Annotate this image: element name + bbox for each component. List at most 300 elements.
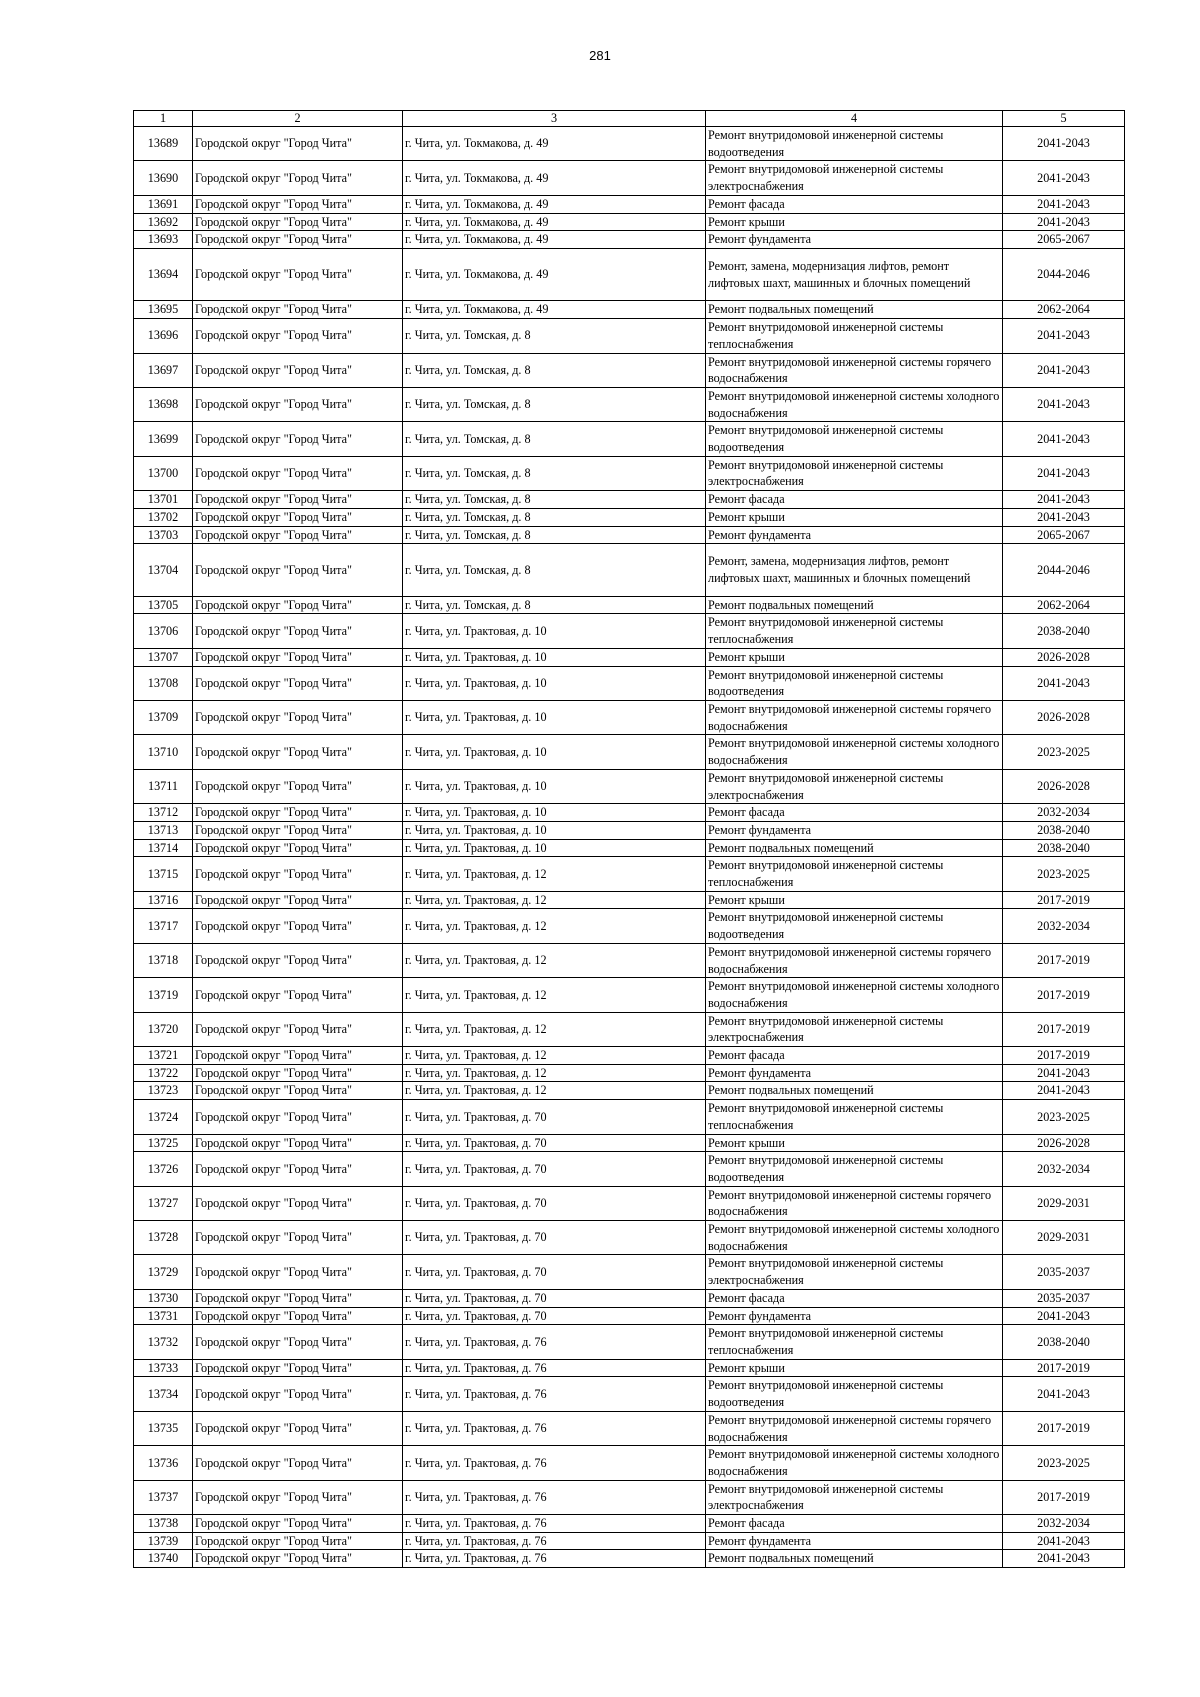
period-cell: 2041-2043 xyxy=(1003,1307,1125,1325)
work-type-cell: Ремонт внутридомовой инженерной системы электроснабжения xyxy=(706,1012,1003,1046)
address-cell: г. Чита, ул. Трактовая, д. 70 xyxy=(403,1221,706,1255)
row-number-cell: 13715 xyxy=(134,857,193,891)
period-cell: 2041-2043 xyxy=(1003,1550,1125,1568)
row-number-cell: 13692 xyxy=(134,213,193,231)
address-cell: г. Чита, ул. Трактовая, д. 70 xyxy=(403,1100,706,1134)
municipality-cell: Городской округ "Город Чита" xyxy=(193,804,403,822)
row-number-cell: 13704 xyxy=(134,544,193,597)
period-cell: 2041-2043 xyxy=(1003,353,1125,387)
work-type-cell: Ремонт внутридомовой инженерной системы теплоснабжения xyxy=(706,1100,1003,1134)
work-type-cell: Ремонт внутридомовой инженерной системы горячего водоснабжения xyxy=(706,353,1003,387)
row-number-cell: 13695 xyxy=(134,301,193,319)
period-cell: 2035-2037 xyxy=(1003,1255,1125,1289)
period-cell: 2026-2028 xyxy=(1003,769,1125,803)
period-cell: 2041-2043 xyxy=(1003,491,1125,509)
header-row xyxy=(134,111,1125,127)
table-row xyxy=(134,596,1125,614)
row-number-cell: 13739 xyxy=(134,1532,193,1550)
address-cell: г. Чита, ул. Трактовая, д. 12 xyxy=(403,909,706,943)
row-number-cell: 13727 xyxy=(134,1186,193,1220)
period-cell: 2038-2040 xyxy=(1003,821,1125,839)
municipality-cell: Городской округ "Город Чита" xyxy=(193,769,403,803)
address-cell: г. Чита, ул. Трактовая, д. 12 xyxy=(403,978,706,1012)
table-row xyxy=(134,387,1125,421)
period-cell: 2017-2019 xyxy=(1003,1411,1125,1445)
period-cell: 2032-2034 xyxy=(1003,1515,1125,1533)
municipality-cell: Городской округ "Город Чита" xyxy=(193,839,403,857)
address-cell: г. Чита, ул. Трактовая, д. 10 xyxy=(403,769,706,803)
work-type-cell: Ремонт внутридомовой инженерной системы горячего водоснабжения xyxy=(706,700,1003,734)
work-type-cell: Ремонт подвальных помещений xyxy=(706,301,1003,319)
period-cell: 2017-2019 xyxy=(1003,1480,1125,1514)
work-type-cell: Ремонт внутридомовой инженерной системы водоотведения xyxy=(706,666,1003,700)
municipality-cell: Городской округ "Город Чита" xyxy=(193,1064,403,1082)
municipality-cell: Городской округ "Город Чита" xyxy=(193,735,403,769)
table-row xyxy=(134,1411,1125,1445)
row-number-cell: 13740 xyxy=(134,1550,193,1568)
row-number-cell: 13725 xyxy=(134,1134,193,1152)
row-number-cell: 13723 xyxy=(134,1082,193,1100)
address-cell: г. Чита, ул. Токмакова, д. 49 xyxy=(403,195,706,213)
address-cell: г. Чита, ул. Трактовая, д. 76 xyxy=(403,1446,706,1480)
work-type-cell: Ремонт фасада xyxy=(706,1289,1003,1307)
address-cell: г. Чита, ул. Томская, д. 8 xyxy=(403,491,706,509)
municipality-cell: Городской округ "Город Чита" xyxy=(193,1152,403,1186)
table-row xyxy=(134,1359,1125,1377)
municipality-cell: Городской округ "Город Чита" xyxy=(193,1082,403,1100)
work-type-cell: Ремонт внутридомовой инженерной системы холодного водоснабжения xyxy=(706,387,1003,421)
municipality-cell: Городской округ "Город Чита" xyxy=(193,1134,403,1152)
address-cell: г. Чита, ул. Томская, д. 8 xyxy=(403,387,706,421)
table-row xyxy=(134,1064,1125,1082)
row-number-cell: 13697 xyxy=(134,353,193,387)
period-cell: 2032-2034 xyxy=(1003,909,1125,943)
table-row xyxy=(134,857,1125,891)
address-cell: г. Чита, ул. Токмакова, д. 49 xyxy=(403,127,706,161)
municipality-cell: Городской округ "Город Чита" xyxy=(193,1377,403,1411)
row-number-cell: 13722 xyxy=(134,1064,193,1082)
row-number-cell: 13689 xyxy=(134,127,193,161)
address-cell: г. Чита, ул. Трактовая, д. 10 xyxy=(403,666,706,700)
address-cell: г. Чита, ул. Токмакова, д. 49 xyxy=(403,301,706,319)
period-cell: 2062-2064 xyxy=(1003,596,1125,614)
table-row xyxy=(134,319,1125,353)
municipality-cell: Городской округ "Город Чита" xyxy=(193,1480,403,1514)
municipality-cell: Городской округ "Город Чита" xyxy=(193,127,403,161)
row-number-cell: 13737 xyxy=(134,1480,193,1514)
municipality-cell: Городской округ "Город Чита" xyxy=(193,1186,403,1220)
work-type-cell: Ремонт внутридомовой инженерной системы водоотведения xyxy=(706,909,1003,943)
table-row xyxy=(134,491,1125,509)
header-cell-1: 1 xyxy=(134,111,193,127)
municipality-cell: Городской округ "Город Чита" xyxy=(193,248,403,301)
table-row xyxy=(134,648,1125,666)
work-type-cell: Ремонт фундамента xyxy=(706,1064,1003,1082)
row-number-cell: 13734 xyxy=(134,1377,193,1411)
address-cell: г. Чита, ул. Токмакова, д. 49 xyxy=(403,248,706,301)
table-row xyxy=(134,700,1125,734)
municipality-cell: Городской округ "Город Чита" xyxy=(193,1359,403,1377)
row-number-cell: 13699 xyxy=(134,422,193,456)
period-cell: 2041-2043 xyxy=(1003,213,1125,231)
row-number-cell: 13698 xyxy=(134,387,193,421)
address-cell: г. Чита, ул. Томская, д. 8 xyxy=(403,526,706,544)
municipality-cell: Городской округ "Город Чита" xyxy=(193,1047,403,1065)
address-cell: г. Чита, ул. Трактовая, д. 12 xyxy=(403,1064,706,1082)
row-number-cell: 13716 xyxy=(134,891,193,909)
table-row xyxy=(134,301,1125,319)
table-row xyxy=(134,1550,1125,1568)
period-cell: 2041-2043 xyxy=(1003,127,1125,161)
period-cell: 2041-2043 xyxy=(1003,161,1125,195)
municipality-cell: Городской округ "Город Чита" xyxy=(193,891,403,909)
work-type-cell: Ремонт крыши xyxy=(706,648,1003,666)
municipality-cell: Городской округ "Город Чита" xyxy=(193,1289,403,1307)
period-cell: 2026-2028 xyxy=(1003,648,1125,666)
address-cell: г. Чита, ул. Томская, д. 8 xyxy=(403,353,706,387)
row-number-cell: 13720 xyxy=(134,1012,193,1046)
table-row xyxy=(134,735,1125,769)
row-number-cell: 13717 xyxy=(134,909,193,943)
municipality-cell: Городской округ "Город Чита" xyxy=(193,231,403,249)
work-type-cell: Ремонт внутридомовой инженерной системы теплоснабжения xyxy=(706,614,1003,648)
period-cell: 2026-2028 xyxy=(1003,1134,1125,1152)
row-number-cell: 13693 xyxy=(134,231,193,249)
table-row xyxy=(134,1377,1125,1411)
work-type-cell: Ремонт фасада xyxy=(706,195,1003,213)
municipality-cell: Городской округ "Город Чита" xyxy=(193,943,403,977)
table-row xyxy=(134,769,1125,803)
address-cell: г. Чита, ул. Томская, д. 8 xyxy=(403,508,706,526)
table-row xyxy=(134,1532,1125,1550)
table-row xyxy=(134,195,1125,213)
address-cell: г. Чита, ул. Трактовая, д. 76 xyxy=(403,1550,706,1568)
address-cell: г. Чита, ул. Трактовая, д. 12 xyxy=(403,891,706,909)
row-number-cell: 13736 xyxy=(134,1446,193,1480)
municipality-cell: Городской округ "Город Чита" xyxy=(193,909,403,943)
table-row xyxy=(134,508,1125,526)
period-cell: 2026-2028 xyxy=(1003,700,1125,734)
header-cell-5: 5 xyxy=(1003,111,1125,127)
period-cell: 2065-2067 xyxy=(1003,526,1125,544)
municipality-cell: Городской округ "Город Чита" xyxy=(193,1411,403,1445)
table-row xyxy=(134,1221,1125,1255)
address-cell: г. Чита, ул. Токмакова, д. 49 xyxy=(403,213,706,231)
work-type-cell: Ремонт крыши xyxy=(706,508,1003,526)
address-cell: г. Чита, ул. Трактовая, д. 76 xyxy=(403,1532,706,1550)
address-cell: г. Чита, ул. Томская, д. 8 xyxy=(403,422,706,456)
municipality-cell: Городской округ "Город Чита" xyxy=(193,544,403,597)
table-row xyxy=(134,248,1125,301)
work-type-cell: Ремонт внутридомовой инженерной системы водоотведения xyxy=(706,1377,1003,1411)
table-row xyxy=(134,1012,1125,1046)
address-cell: г. Чита, ул. Трактовая, д. 70 xyxy=(403,1134,706,1152)
table-row xyxy=(134,1446,1125,1480)
page-number: 281 xyxy=(589,48,611,63)
repair-schedule-table xyxy=(133,110,1125,1568)
address-cell: г. Чита, ул. Трактовая, д. 76 xyxy=(403,1515,706,1533)
table-row xyxy=(134,839,1125,857)
work-type-cell: Ремонт, замена, модернизация лифтов, ремонт лифтовых шахт, машинных и блочных помещений xyxy=(706,248,1003,301)
address-cell: г. Чита, ул. Трактовая, д. 76 xyxy=(403,1411,706,1445)
address-cell: г. Чита, ул. Трактовая, д. 10 xyxy=(403,821,706,839)
period-cell: 2017-2019 xyxy=(1003,1047,1125,1065)
table-row xyxy=(134,1186,1125,1220)
header-cell-3: 3 xyxy=(403,111,706,127)
row-number-cell: 13721 xyxy=(134,1047,193,1065)
period-cell: 2041-2043 xyxy=(1003,422,1125,456)
work-type-cell: Ремонт внутридомовой инженерной системы теплоснабжения xyxy=(706,857,1003,891)
period-cell: 2023-2025 xyxy=(1003,857,1125,891)
address-cell: г. Чита, ул. Трактовая, д. 70 xyxy=(403,1186,706,1220)
row-number-cell: 13700 xyxy=(134,456,193,490)
row-number-cell: 13710 xyxy=(134,735,193,769)
address-cell: г. Чита, ул. Трактовая, д. 70 xyxy=(403,1152,706,1186)
address-cell: г. Чита, ул. Трактовая, д. 12 xyxy=(403,1012,706,1046)
period-cell: 2044-2046 xyxy=(1003,248,1125,301)
period-cell: 2023-2025 xyxy=(1003,1100,1125,1134)
work-type-cell: Ремонт внутридомовой инженерной системы водоотведения xyxy=(706,422,1003,456)
municipality-cell: Городской округ "Город Чита" xyxy=(193,1255,403,1289)
municipality-cell: Городской округ "Город Чита" xyxy=(193,1550,403,1568)
address-cell: г. Чита, ул. Трактовая, д. 76 xyxy=(403,1480,706,1514)
table-row xyxy=(134,909,1125,943)
municipality-cell: Городской округ "Город Чита" xyxy=(193,1532,403,1550)
work-type-cell: Ремонт внутридомовой инженерной системы электроснабжения xyxy=(706,161,1003,195)
row-number-cell: 13705 xyxy=(134,596,193,614)
work-type-cell: Ремонт крыши xyxy=(706,213,1003,231)
work-type-cell: Ремонт фасада xyxy=(706,1047,1003,1065)
address-cell: г. Чита, ул. Трактовая, д. 10 xyxy=(403,735,706,769)
period-cell: 2041-2043 xyxy=(1003,319,1125,353)
work-type-cell: Ремонт внутридомовой инженерной системы водоотведения xyxy=(706,1152,1003,1186)
municipality-cell: Городской округ "Город Чита" xyxy=(193,1307,403,1325)
table-row xyxy=(134,891,1125,909)
address-cell: г. Чита, ул. Трактовая, д. 10 xyxy=(403,648,706,666)
period-cell: 2062-2064 xyxy=(1003,301,1125,319)
table-row xyxy=(134,1325,1125,1359)
row-number-cell: 13735 xyxy=(134,1411,193,1445)
municipality-cell: Городской округ "Город Чита" xyxy=(193,700,403,734)
period-cell: 2041-2043 xyxy=(1003,666,1125,700)
row-number-cell: 13706 xyxy=(134,614,193,648)
municipality-cell: Городской округ "Город Чита" xyxy=(193,508,403,526)
row-number-cell: 13714 xyxy=(134,839,193,857)
address-cell: г. Чита, ул. Токмакова, д. 49 xyxy=(403,161,706,195)
work-type-cell: Ремонт внутридомовой инженерной системы водоотведения xyxy=(706,127,1003,161)
row-number-cell: 13732 xyxy=(134,1325,193,1359)
period-cell: 2038-2040 xyxy=(1003,1325,1125,1359)
work-type-cell: Ремонт внутридомовой инженерной системы теплоснабжения xyxy=(706,319,1003,353)
work-type-cell: Ремонт фундамента xyxy=(706,1532,1003,1550)
work-type-cell: Ремонт внутридомовой инженерной системы электроснабжения xyxy=(706,1255,1003,1289)
period-cell: 2041-2043 xyxy=(1003,387,1125,421)
table-row xyxy=(134,1289,1125,1307)
table-row xyxy=(134,1515,1125,1533)
period-cell: 2041-2043 xyxy=(1003,456,1125,490)
row-number-cell: 13726 xyxy=(134,1152,193,1186)
row-number-cell: 13703 xyxy=(134,526,193,544)
municipality-cell: Городской округ "Город Чита" xyxy=(193,821,403,839)
table-row xyxy=(134,544,1125,597)
address-cell: г. Чита, ул. Трактовая, д. 76 xyxy=(403,1377,706,1411)
row-number-cell: 13694 xyxy=(134,248,193,301)
row-number-cell: 13713 xyxy=(134,821,193,839)
municipality-cell: Городской округ "Город Чита" xyxy=(193,491,403,509)
work-type-cell: Ремонт внутридомовой инженерной системы горячего водоснабжения xyxy=(706,1411,1003,1445)
table-row xyxy=(134,1082,1125,1100)
period-cell: 2017-2019 xyxy=(1003,943,1125,977)
municipality-cell: Городской округ "Город Чита" xyxy=(193,666,403,700)
work-type-cell: Ремонт фасада xyxy=(706,804,1003,822)
work-type-cell: Ремонт фасада xyxy=(706,1515,1003,1533)
period-cell: 2017-2019 xyxy=(1003,1012,1125,1046)
row-number-cell: 13702 xyxy=(134,508,193,526)
period-cell: 2044-2046 xyxy=(1003,544,1125,597)
row-number-cell: 13691 xyxy=(134,195,193,213)
work-type-cell: Ремонт фундамента xyxy=(706,1307,1003,1325)
table-row xyxy=(134,1307,1125,1325)
period-cell: 2038-2040 xyxy=(1003,839,1125,857)
work-type-cell: Ремонт внутридомовой инженерной системы холодного водоснабжения xyxy=(706,735,1003,769)
address-cell: г. Чита, ул. Томская, д. 8 xyxy=(403,319,706,353)
address-cell: г. Чита, ул. Трактовая, д. 12 xyxy=(403,943,706,977)
row-number-cell: 13719 xyxy=(134,978,193,1012)
period-cell: 2065-2067 xyxy=(1003,231,1125,249)
work-type-cell: Ремонт фундамента xyxy=(706,821,1003,839)
table-row xyxy=(134,804,1125,822)
row-number-cell: 13707 xyxy=(134,648,193,666)
row-number-cell: 13708 xyxy=(134,666,193,700)
municipality-cell: Городской округ "Город Чита" xyxy=(193,1012,403,1046)
work-type-cell: Ремонт крыши xyxy=(706,1359,1003,1377)
municipality-cell: Городской округ "Город Чита" xyxy=(193,978,403,1012)
table-row xyxy=(134,1047,1125,1065)
table-row xyxy=(134,666,1125,700)
address-cell: г. Чита, ул. Трактовая, д. 10 xyxy=(403,839,706,857)
address-cell: г. Чита, ул. Трактовая, д. 10 xyxy=(403,804,706,822)
work-type-cell: Ремонт подвальных помещений xyxy=(706,596,1003,614)
period-cell: 2032-2034 xyxy=(1003,804,1125,822)
address-cell: г. Чита, ул. Трактовая, д. 12 xyxy=(403,1047,706,1065)
municipality-cell: Городской округ "Город Чита" xyxy=(193,857,403,891)
row-number-cell: 13696 xyxy=(134,319,193,353)
table-row xyxy=(134,943,1125,977)
work-type-cell: Ремонт внутридомовой инженерной системы горячего водоснабжения xyxy=(706,1186,1003,1220)
row-number-cell: 13712 xyxy=(134,804,193,822)
period-cell: 2029-2031 xyxy=(1003,1186,1125,1220)
municipality-cell: Городской округ "Город Чита" xyxy=(193,353,403,387)
row-number-cell: 13718 xyxy=(134,943,193,977)
table-body xyxy=(134,127,1125,1568)
municipality-cell: Городской округ "Город Чита" xyxy=(193,1100,403,1134)
address-cell: г. Чита, ул. Трактовая, д. 70 xyxy=(403,1255,706,1289)
work-type-cell: Ремонт внутридомовой инженерной системы электроснабжения xyxy=(706,456,1003,490)
period-cell: 2029-2031 xyxy=(1003,1221,1125,1255)
work-type-cell: Ремонт внутридомовой инженерной системы электроснабжения xyxy=(706,1480,1003,1514)
work-type-cell: Ремонт подвальных помещений xyxy=(706,839,1003,857)
row-number-cell: 13728 xyxy=(134,1221,193,1255)
row-number-cell: 13690 xyxy=(134,161,193,195)
row-number-cell: 13729 xyxy=(134,1255,193,1289)
period-cell: 2032-2034 xyxy=(1003,1152,1125,1186)
municipality-cell: Городской округ "Город Чита" xyxy=(193,596,403,614)
municipality-cell: Городской округ "Город Чита" xyxy=(193,387,403,421)
row-number-cell: 13709 xyxy=(134,700,193,734)
work-type-cell: Ремонт внутридомовой инженерной системы холодного водоснабжения xyxy=(706,978,1003,1012)
row-number-cell: 13701 xyxy=(134,491,193,509)
address-cell: г. Чита, ул. Трактовая, д. 70 xyxy=(403,1307,706,1325)
table-row xyxy=(134,353,1125,387)
table-row xyxy=(134,1255,1125,1289)
row-number-cell: 13730 xyxy=(134,1289,193,1307)
address-cell: г. Чита, ул. Томская, д. 8 xyxy=(403,544,706,597)
municipality-cell: Городской округ "Город Чита" xyxy=(193,301,403,319)
address-cell: г. Чита, ул. Трактовая, д. 10 xyxy=(403,614,706,648)
municipality-cell: Городской округ "Город Чита" xyxy=(193,1325,403,1359)
period-cell: 2041-2043 xyxy=(1003,1532,1125,1550)
work-type-cell: Ремонт фундамента xyxy=(706,231,1003,249)
table-row xyxy=(134,1480,1125,1514)
municipality-cell: Городской округ "Город Чита" xyxy=(193,1515,403,1533)
period-cell: 2041-2043 xyxy=(1003,1377,1125,1411)
municipality-cell: Городской округ "Город Чита" xyxy=(193,319,403,353)
address-cell: г. Чита, ул. Трактовая, д. 12 xyxy=(403,857,706,891)
period-cell: 2041-2043 xyxy=(1003,1064,1125,1082)
municipality-cell: Городской округ "Город Чита" xyxy=(193,422,403,456)
municipality-cell: Городской округ "Город Чита" xyxy=(193,1221,403,1255)
period-cell: 2041-2043 xyxy=(1003,195,1125,213)
work-type-cell: Ремонт внутридомовой инженерной системы холодного водоснабжения xyxy=(706,1446,1003,1480)
table-row xyxy=(134,1100,1125,1134)
municipality-cell: Городской округ "Город Чита" xyxy=(193,213,403,231)
work-type-cell: Ремонт, замена, модернизация лифтов, ремонт лифтовых шахт, машинных и блочных помещений xyxy=(706,544,1003,597)
work-type-cell: Ремонт фундамента xyxy=(706,526,1003,544)
period-cell: 2038-2040 xyxy=(1003,614,1125,648)
work-type-cell: Ремонт крыши xyxy=(706,1134,1003,1152)
address-cell: г. Чита, ул. Томская, д. 8 xyxy=(403,596,706,614)
table-row xyxy=(134,1134,1125,1152)
work-type-cell: Ремонт внутридомовой инженерной системы электроснабжения xyxy=(706,769,1003,803)
municipality-cell: Городской округ "Город Чита" xyxy=(193,526,403,544)
municipality-cell: Городской округ "Город Чита" xyxy=(193,1446,403,1480)
period-cell: 2035-2037 xyxy=(1003,1289,1125,1307)
header-cell-2: 2 xyxy=(193,111,403,127)
row-number-cell: 13711 xyxy=(134,769,193,803)
row-number-cell: 13724 xyxy=(134,1100,193,1134)
municipality-cell: Городской округ "Город Чита" xyxy=(193,456,403,490)
address-cell: г. Чита, ул. Трактовая, д. 76 xyxy=(403,1359,706,1377)
work-type-cell: Ремонт фасада xyxy=(706,491,1003,509)
period-cell: 2041-2043 xyxy=(1003,1082,1125,1100)
table-row xyxy=(134,1152,1125,1186)
table-row xyxy=(134,456,1125,490)
work-type-cell: Ремонт подвальных помещений xyxy=(706,1550,1003,1568)
work-type-cell: Ремонт внутридомовой инженерной системы горячего водоснабжения xyxy=(706,943,1003,977)
municipality-cell: Городской округ "Город Чита" xyxy=(193,614,403,648)
table-row xyxy=(134,614,1125,648)
address-cell: г. Чита, ул. Токмакова, д. 49 xyxy=(403,231,706,249)
period-cell: 2017-2019 xyxy=(1003,1359,1125,1377)
work-type-cell: Ремонт внутридомовой инженерной системы холодного водоснабжения xyxy=(706,1221,1003,1255)
period-cell: 2017-2019 xyxy=(1003,978,1125,1012)
address-cell: г. Чита, ул. Трактовая, д. 12 xyxy=(403,1082,706,1100)
period-cell: 2023-2025 xyxy=(1003,735,1125,769)
table-row xyxy=(134,231,1125,249)
period-cell: 2041-2043 xyxy=(1003,508,1125,526)
row-number-cell: 13738 xyxy=(134,1515,193,1533)
work-type-cell: Ремонт крыши xyxy=(706,891,1003,909)
